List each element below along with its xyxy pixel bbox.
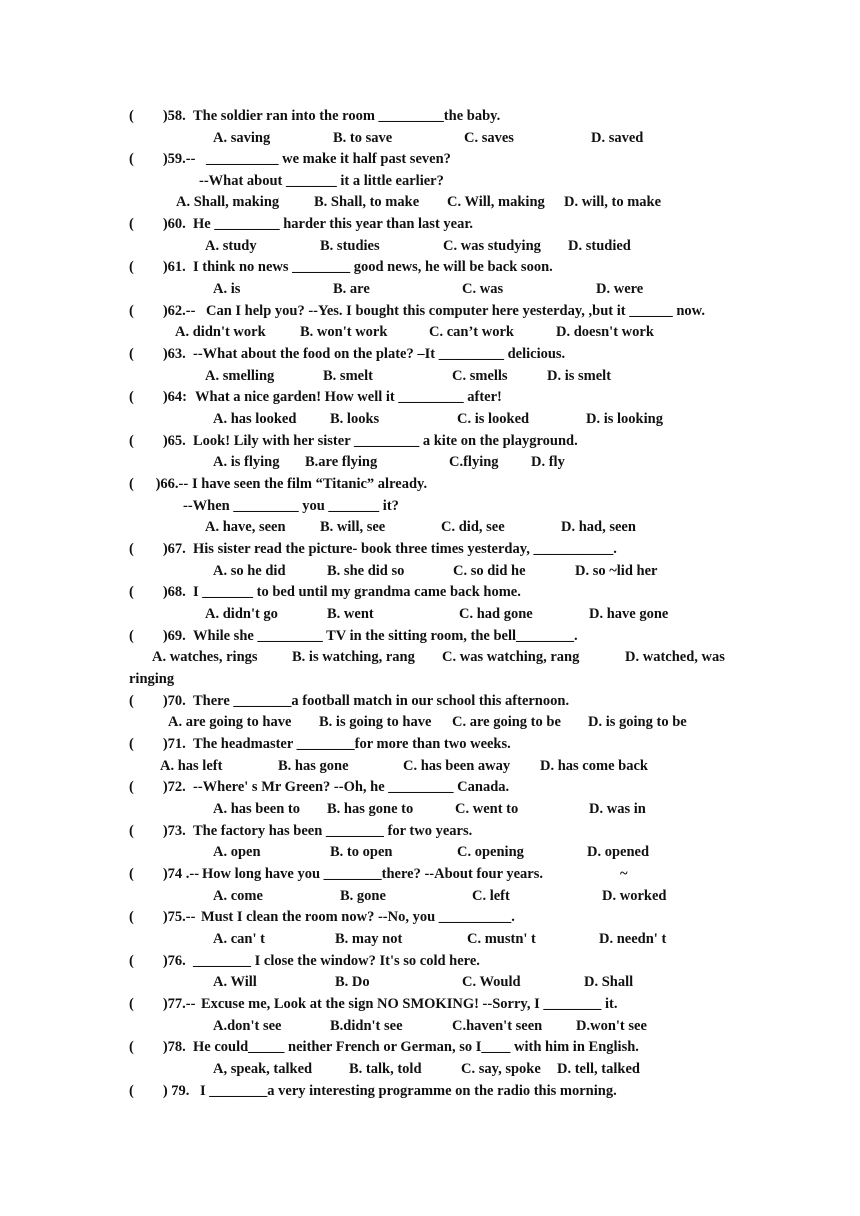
option-d: D. worked <box>602 888 667 904</box>
option-a: A. are going to have <box>168 714 292 730</box>
option-c: C.haven't seen <box>452 1018 543 1034</box>
question-61 <box>0 257 860 279</box>
option-a: A. open <box>213 844 261 860</box>
option-b: B. has gone <box>278 758 349 774</box>
option-d: D. studied <box>568 238 631 254</box>
options-69 <box>0 647 860 669</box>
option-d: D. were <box>596 281 644 297</box>
option-a: A. Will <box>213 974 257 990</box>
option-a: A. has left <box>160 758 223 774</box>
question-78 <box>0 1037 860 1059</box>
question-stem: His sister read the picture- book three times yesterday, ___________. <box>193 541 617 557</box>
question-70 <box>0 691 860 713</box>
options-64 <box>0 409 860 431</box>
option-b: B. to save <box>333 130 393 146</box>
question-number: ( )73. <box>129 823 186 839</box>
question-number: ( )70. <box>129 693 186 709</box>
option-c: C. left <box>472 888 510 904</box>
question-58 <box>0 106 860 128</box>
option-a: A. is flying <box>213 454 280 470</box>
option-a: A. can' t <box>213 931 265 947</box>
question-number: ( )58. <box>129 108 186 124</box>
options-74 <box>0 886 860 908</box>
options-73 <box>0 842 860 864</box>
option-c: C. so did he <box>453 563 526 579</box>
question-stem: The factory has been ________ for two years. <box>193 823 473 839</box>
options-70 <box>0 712 860 734</box>
option-c: C. was watching, rang <box>442 649 580 665</box>
options-63 <box>0 366 860 388</box>
option-d: D. watched, was <box>625 649 725 665</box>
option-a: A. is <box>213 281 241 297</box>
option-d: D. is going to be <box>588 714 687 730</box>
option-b: B. are <box>333 281 370 297</box>
question-79 <box>0 1081 860 1103</box>
question-number: ( )68. <box>129 584 186 600</box>
option-d: D. is looking <box>586 411 663 427</box>
question-74 <box>0 864 860 886</box>
question-number: ( )74 .-- <box>129 866 200 882</box>
option-c: C. are going to be <box>452 714 561 730</box>
option-c: C. went to <box>455 801 519 817</box>
option-b: B. smelt <box>323 368 373 384</box>
option-b: B. has gone to <box>327 801 414 817</box>
question-stem: I ________a very interesting programme on the radio this morning. <box>200 1083 617 1099</box>
options-69-wrap <box>0 669 860 691</box>
option-c: C. can’t work <box>429 324 514 340</box>
question-69 <box>0 626 860 648</box>
question-77 <box>0 994 860 1016</box>
question-66-line2 <box>0 496 860 518</box>
option-b: B. looks <box>330 411 380 427</box>
options-78 <box>0 1059 860 1081</box>
option-d: D. tell, talked <box>557 1061 640 1077</box>
stray-mark: ~ <box>620 866 628 882</box>
options-67 <box>0 561 860 583</box>
question-number: ( )78. <box>129 1039 186 1055</box>
question-stem-continued: --What about _______ it a little earlier? <box>199 173 444 189</box>
question-number: ( )66.-- <box>129 476 189 492</box>
question-number: ( )59.-- <box>129 151 196 167</box>
question-stem: ________ I close the window? It's so cold here. <box>193 953 480 969</box>
question-stem: Look! Lily with her sister _________ a kite on the playground. <box>193 433 578 449</box>
question-number: ( )60. <box>129 216 186 232</box>
option-d: D.won't see <box>576 1018 647 1034</box>
option-d: D. opened <box>587 844 650 860</box>
options-66 <box>0 517 860 539</box>
question-59-line2 <box>0 171 860 193</box>
question-stem: --Where' s Mr Green? --Oh, he _________ Canada. <box>193 779 510 795</box>
option-a: A. come <box>213 888 263 904</box>
option-d: D. Shall <box>584 974 634 990</box>
option-a: A. Shall, making <box>176 194 280 210</box>
question-65 <box>0 431 860 453</box>
option-b: B. will, see <box>320 519 386 535</box>
question-75 <box>0 907 860 929</box>
option-d: D. saved <box>591 130 644 146</box>
question-72 <box>0 777 860 799</box>
options-75 <box>0 929 860 951</box>
option-c: C. mustn' t <box>467 931 536 947</box>
question-stem: Excuse me, Look at the sign NO SMOKING! --Sorry, I ________ it. <box>201 996 618 1012</box>
question-number: ( )65. <box>129 433 186 449</box>
option-b: B. she did so <box>327 563 405 579</box>
option-c: C. has been away <box>403 758 511 774</box>
options-61 <box>0 279 860 301</box>
options-77 <box>0 1016 860 1038</box>
option-c: C. Would <box>462 974 521 990</box>
question-66 <box>0 474 860 496</box>
option-d: D. is smelt <box>547 368 612 384</box>
question-60 <box>0 214 860 236</box>
question-number: ( )64: <box>129 389 187 405</box>
options-76 <box>0 972 860 994</box>
question-number: ( )62.-- <box>129 303 196 319</box>
question-number: ( )71. <box>129 736 186 752</box>
option-d: D. doesn't work <box>556 324 654 340</box>
question-stem: The soldier ran into the room _________the baby. <box>193 108 501 124</box>
option-c: C. was <box>462 281 504 297</box>
option-b: B. Do <box>335 974 370 990</box>
options-60 <box>0 236 860 258</box>
question-63 <box>0 344 860 366</box>
question-stem: --What about the food on the plate? –It _________ delicious. <box>193 346 566 362</box>
question-stem: While she _________ TV in the sitting room, the bell________. <box>193 628 578 644</box>
question-stem: __________ we make it half past seven? <box>206 151 451 167</box>
option-c: C. Will, making <box>447 194 545 210</box>
question-64 <box>0 387 860 409</box>
question-stem: He could_____ neither French or German, so I____ with him in English. <box>193 1039 639 1055</box>
option-d: D. had, seen <box>561 519 636 535</box>
option-c: C. is looked <box>457 411 530 427</box>
options-72 <box>0 799 860 821</box>
option-c: C. say, spoke <box>461 1061 541 1077</box>
option-b: B.didn't see <box>330 1018 403 1034</box>
option-c: C. smells <box>452 368 508 384</box>
option-b: B. is going to have <box>319 714 432 730</box>
option-b: B. Shall, to make <box>314 194 420 210</box>
option-b: B. won't work <box>300 324 388 340</box>
option-d: D. so ~lid her <box>575 563 658 579</box>
options-68 <box>0 604 860 626</box>
option-a: A. so he did <box>213 563 286 579</box>
question-stem: The headmaster ________for more than two weeks. <box>193 736 511 752</box>
option-a: A. watches, rings <box>152 649 258 665</box>
question-stem: I think no news ________ good news, he will be back soon. <box>193 259 553 275</box>
option-d: D. needn' t <box>599 931 667 947</box>
question-number: ( )63. <box>129 346 186 362</box>
option-c: C. had gone <box>459 606 533 622</box>
options-58 <box>0 128 860 150</box>
option-a: A. study <box>205 238 257 254</box>
option-a: A.don't see <box>213 1018 282 1034</box>
option-b: B. to open <box>330 844 393 860</box>
option-b: B. gone <box>340 888 386 904</box>
option-b: B. may not <box>335 931 403 947</box>
options-71 <box>0 756 860 778</box>
question-number: ( )77.-- <box>129 996 196 1012</box>
options-62 <box>0 322 860 344</box>
options-59 <box>0 192 860 214</box>
question-stem-continued: --When _________ you _______ it? <box>183 498 399 514</box>
option-b: B. is watching, rang <box>292 649 415 665</box>
option-b: B. talk, told <box>349 1061 422 1077</box>
option-b: B. went <box>327 606 374 622</box>
question-number: ( )67. <box>129 541 186 557</box>
question-67 <box>0 539 860 561</box>
question-62 <box>0 301 860 323</box>
option-d: D. was in <box>589 801 646 817</box>
option-c: C. saves <box>464 130 514 146</box>
question-73 <box>0 821 860 843</box>
question-71 <box>0 734 860 756</box>
question-number: ( )75.-- <box>129 909 196 925</box>
question-59 <box>0 149 860 171</box>
question-number: ( ) 79. <box>129 1083 190 1099</box>
option-a: A. didn't work <box>175 324 266 340</box>
options-65 <box>0 452 860 474</box>
option-b: B. studies <box>320 238 380 254</box>
question-stem: What a nice garden! How well it _________ after! <box>195 389 502 405</box>
question-stem: There ________a football match in our school this afternoon. <box>193 693 570 709</box>
option-c: C. did, see <box>441 519 505 535</box>
question-number: ( )69. <box>129 628 186 644</box>
question-stem: I have seen the film “Titanic” already. <box>192 476 428 492</box>
option-a: A. has looked <box>213 411 297 427</box>
option-d: D. fly <box>531 454 565 470</box>
question-number: ( )72. <box>129 779 186 795</box>
option-d: D. will, to make <box>564 194 662 210</box>
option-b: B.are flying <box>305 454 378 470</box>
option-a: A. have, seen <box>205 519 286 535</box>
option-a: A, speak, talked <box>213 1061 313 1077</box>
question-68 <box>0 582 860 604</box>
option-a: A. didn't go <box>205 606 278 622</box>
option-d: D. has come back <box>540 758 648 774</box>
question-number: ( )76. <box>129 953 186 969</box>
option-d-continued: ringing <box>129 671 175 687</box>
option-a: A. saving <box>213 130 271 146</box>
option-c: C.flying <box>449 454 499 470</box>
question-number: ( )61. <box>129 259 186 275</box>
question-stem: Can I help you? --Yes. I bought this computer here yesterday, ,but it ______ now. <box>206 303 705 319</box>
option-a: A. has been to <box>213 801 301 817</box>
option-c: C. opening <box>457 844 524 860</box>
question-stem: Must I clean the room now? --No, you __________. <box>201 909 515 925</box>
question-stem: He _________ harder this year than last year. <box>193 216 474 232</box>
option-a: A. smelling <box>205 368 275 384</box>
option-d: D. have gone <box>589 606 669 622</box>
question-stem: How long have you ________there? --About four years. <box>202 866 544 882</box>
option-c: C. was studying <box>443 238 541 254</box>
question-stem: I _______ to bed until my grandma came back home. <box>193 584 521 600</box>
question-76 <box>0 951 860 973</box>
